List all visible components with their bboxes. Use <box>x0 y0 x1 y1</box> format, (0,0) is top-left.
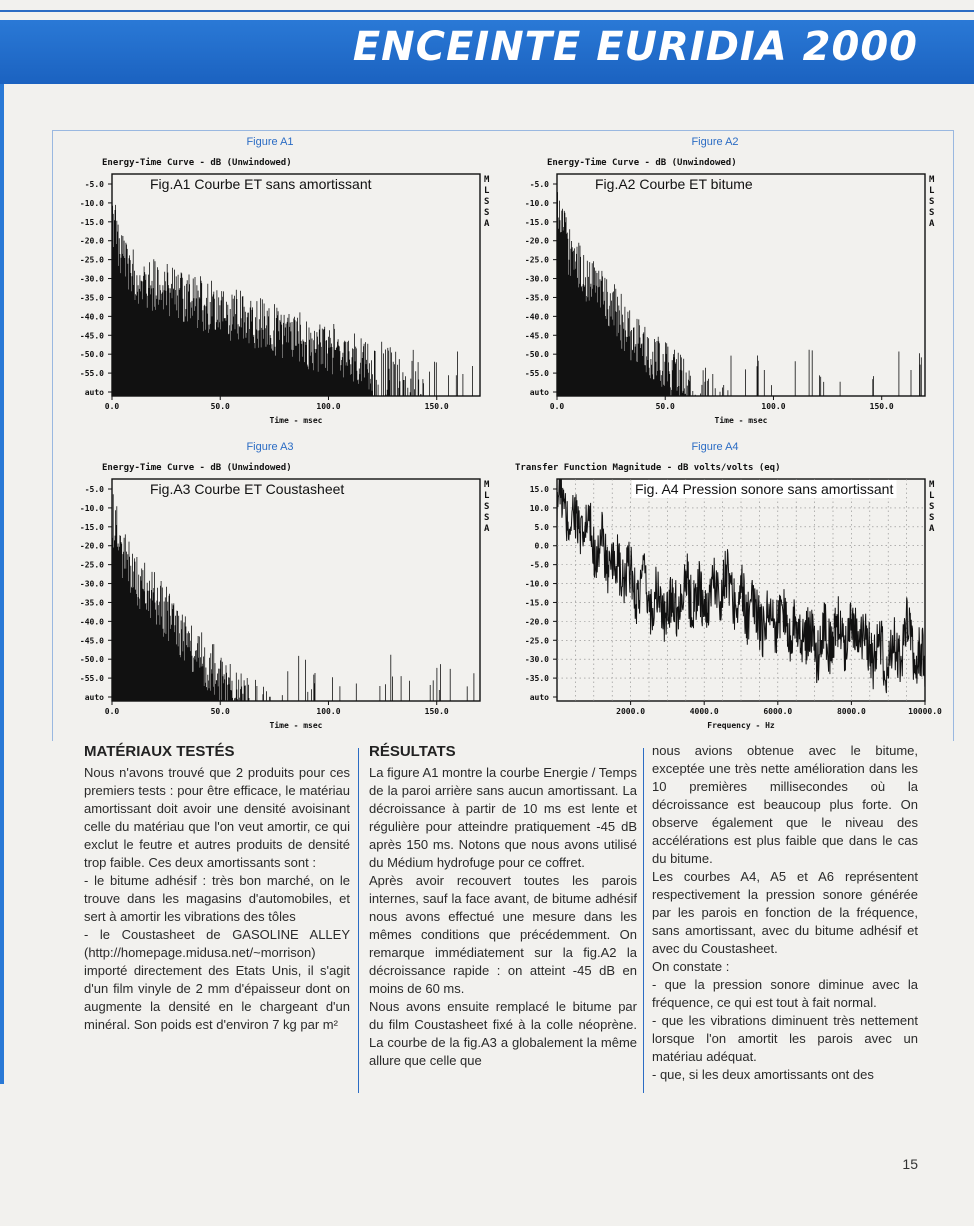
y-tick-label: -55.0 <box>79 369 104 379</box>
chart-header: Energy-Time Curve - dB (Unwindowed) <box>102 463 292 473</box>
y-tick-label: -5.0 <box>84 485 104 494</box>
y-tick-label: auto <box>529 388 549 397</box>
x-tick-label: 150.0 <box>869 402 894 411</box>
chart-header: Transfer Function Magnitude - dB volts/volts (eq) <box>515 463 781 473</box>
chart-header: Energy-Time Curve - dB (Unwindowed) <box>547 158 737 168</box>
title-banner <box>0 20 974 84</box>
side-label-letter: S <box>929 208 935 218</box>
side-label-letter: L <box>929 186 935 196</box>
chart-svg <box>60 132 490 427</box>
y-tick-label: -25.0 <box>79 560 104 570</box>
paragraph: Nous n'avons trouvé que 2 produits pour ces premiers tests : pour être efficace, le matériau amortissant doit avoir une densité avoisinant celle du matériau que l'on veut amortir, ce qui exclut le feutre et autres produits de densité trop faible. Ces deux amortissants sont : <box>84 765 350 870</box>
x-tick-label: 0.0 <box>104 402 120 411</box>
y-tick-label: -45.0 <box>79 636 104 646</box>
chart-title: Fig.A1 Courbe ET sans amortissant <box>150 176 372 192</box>
heading-results: RÉSULTATS <box>369 743 456 760</box>
side-label-letter: S <box>929 513 935 523</box>
x-tick-label: 0.0 <box>104 707 120 716</box>
y-tick-label: 10.0 <box>529 503 549 513</box>
y-tick-label: -20.0 <box>524 617 549 627</box>
x-tick-label: 0.0 <box>549 402 565 411</box>
chart-header: Energy-Time Curve - dB (Unwindowed) <box>102 158 292 168</box>
x-tick-label: 4000.0 <box>689 707 719 716</box>
side-label-letter: A <box>484 219 490 229</box>
x-axis-label: Frequency - Hz <box>707 721 775 730</box>
energy-time-series <box>112 491 474 701</box>
paragraph: La figure A1 montre la courbe Energie / Temps de la paroi arrière sans aucun amortissant. La décroissance à partir de 10 ms est lente et régulière pour atteindre pratiquement -45 dB après 150 ms. Notons que nous avons utilisé du Médium hydrofuge pour ce coffret. <box>369 765 637 870</box>
side-label-letter: S <box>484 208 490 218</box>
side-label-letter: L <box>929 491 935 501</box>
x-tick-label: 10000.0 <box>908 707 942 716</box>
x-tick-label: 100.0 <box>761 402 786 411</box>
y-tick-label: -10.0 <box>524 579 549 589</box>
x-tick-label: 8000.0 <box>836 707 866 716</box>
chart-svg <box>505 132 935 427</box>
side-label-letter: M <box>484 480 490 490</box>
y-tick-label: -5.0 <box>529 560 549 570</box>
y-tick-label: -45.0 <box>79 331 104 341</box>
side-label-letter: L <box>484 186 490 196</box>
y-tick-label: 0.0 <box>534 541 549 551</box>
figure-caption: Figure A3 <box>246 441 294 453</box>
side-label-letter: S <box>484 513 490 523</box>
x-axis-label: Time - msec <box>269 721 323 730</box>
paragraph: - le bitume adhésif : très bon marché, on le trouve dans les magasins d'automobiles, et sert à amortir les vibrations des tôles <box>84 873 350 924</box>
x-axis-label: Time - msec <box>714 416 768 425</box>
x-tick-label: 100.0 <box>316 707 341 716</box>
y-tick-label: -35.0 <box>79 293 104 303</box>
paragraph: Les courbes A4, A5 et A6 représentent respectivement la pression sonore générée par les parois en fonction de la fréquence, sans amortissant, avec du bitume adhésif et avec du Coustasheet. <box>652 869 918 956</box>
y-tick-label: -55.0 <box>524 369 549 379</box>
side-label-letter: M <box>929 480 935 490</box>
page-number: 15 <box>902 1156 918 1172</box>
y-tick-label: -25.0 <box>524 255 549 265</box>
paragraph: On constate : <box>652 959 730 974</box>
y-tick-label: -15.0 <box>524 217 549 227</box>
y-tick-label: 5.0 <box>534 522 549 532</box>
y-tick-label: 15.0 <box>529 485 549 494</box>
figure-a1 <box>60 132 490 427</box>
x-tick-label: 150.0 <box>424 707 449 716</box>
y-tick-label: -20.0 <box>79 236 104 246</box>
paragraph: nous avions obtenue avec le bitume, exceptée une très nette amélioration dans les 10 premières millisecondes où la décroissance est beaucoup plus forte. On observe également que le niveau des accélérations est plus faible que dans le cas du bitume. <box>652 743 918 866</box>
side-label-letter: M <box>484 175 490 185</box>
y-tick-label: -35.0 <box>79 598 104 608</box>
energy-time-series <box>557 186 921 396</box>
side-label-letter: A <box>484 524 490 534</box>
y-tick-label: -5.0 <box>529 180 549 189</box>
x-tick-label: 50.0 <box>210 707 230 716</box>
y-tick-label: -45.0 <box>524 331 549 341</box>
y-tick-label: -35.0 <box>524 674 549 684</box>
paragraph: Nous avons ensuite remplacé le bitume par du film Coustasheet fixé à la colle néoprène. La courbe de la fig.A3 a globalement la même allure que celle que <box>369 999 637 1068</box>
figure-a2 <box>505 132 935 427</box>
y-tick-label: -10.0 <box>79 503 104 513</box>
energy-time-series <box>112 186 473 396</box>
y-tick-label: -15.0 <box>524 598 549 608</box>
y-tick-label: auto <box>529 693 549 702</box>
x-tick-label: 6000.0 <box>763 707 793 716</box>
paragraph: - le Coustasheet de GASOLINE ALLEY (http://homepage.midusa.net/~morrison) importé directement des Etats Unis, il s'agit d'un film vinyle de 2 mm d'épaisseur dont on augmente la densité en le chargeant d'un minéral. Son poids est d'environ 7 kg par m² <box>84 927 350 1032</box>
side-label-letter: S <box>929 502 935 512</box>
y-tick-label: -50.0 <box>79 655 104 665</box>
y-tick-label: -40.0 <box>79 617 104 627</box>
y-tick-label: -20.0 <box>524 236 549 246</box>
column-results-continued <box>652 742 918 1084</box>
chart-svg <box>505 437 942 732</box>
page-title: ENCEINTE EURIDIA 2000 <box>352 24 918 70</box>
y-tick-label: -30.0 <box>524 655 549 665</box>
paragraph: Après avoir recouvert toutes les parois internes, sauf la face avant, de bitume adhésif nous avons effectué une mesure dans les mêmes conditions que précédemment. On remarque immédiatement sur la fig.A2 la décroissance rapide : on atteint -45 dB en moins de 60 ms. <box>369 873 637 996</box>
column-materials <box>84 742 350 1034</box>
x-tick-label: 50.0 <box>655 402 675 411</box>
paragraph: - que les vibrations diminuent très nettement lorsque l'on amortit les parois avec un matériau adéquat. <box>652 1013 918 1064</box>
figure-a3 <box>60 437 490 732</box>
figure-caption: Figure A2 <box>691 136 739 148</box>
chart-title: Fig.A3 Courbe ET Coustasheet <box>150 481 345 497</box>
y-tick-label: -10.0 <box>524 198 549 208</box>
column-results <box>369 742 637 1070</box>
paragraph: - que la pression sonore diminue avec la fréquence, ce qui est tout à fait normal. <box>652 977 918 1010</box>
chart-title: Fig. A4 Pression sonore sans amortissant <box>635 481 894 497</box>
y-tick-label: -15.0 <box>79 522 104 532</box>
column-divider <box>643 748 644 1093</box>
heading-materials: MATÉRIAUX TESTÉS <box>84 743 235 760</box>
y-tick-label: auto <box>84 693 104 702</box>
y-tick-label: -35.0 <box>524 293 549 303</box>
figure-caption: Figure A1 <box>246 136 294 148</box>
y-tick-label: -20.0 <box>79 541 104 551</box>
x-tick-label: 50.0 <box>210 402 230 411</box>
left-accent-bar <box>0 84 4 1084</box>
y-tick-label: -40.0 <box>524 312 549 322</box>
side-label-letter: S <box>929 197 935 207</box>
x-tick-label: 150.0 <box>424 402 449 411</box>
y-tick-label: auto <box>84 388 104 397</box>
y-tick-label: -15.0 <box>79 217 104 227</box>
x-axis-label: Time - msec <box>269 416 323 425</box>
y-tick-label: -30.0 <box>524 274 549 284</box>
paragraph: - que, si les deux amortissants ont des <box>652 1067 874 1082</box>
top-rule <box>0 10 974 12</box>
figure-a4 <box>505 437 942 732</box>
side-label-letter: S <box>484 197 490 207</box>
y-tick-label: -5.0 <box>84 180 104 189</box>
x-tick-label: 2000.0 <box>616 707 646 716</box>
y-tick-label: -25.0 <box>79 255 104 265</box>
column-divider <box>358 748 359 1093</box>
side-label-letter: L <box>484 491 490 501</box>
side-label-letter: M <box>929 175 935 185</box>
y-tick-label: -40.0 <box>79 312 104 322</box>
y-tick-label: -10.0 <box>79 198 104 208</box>
x-tick-label: 100.0 <box>316 402 341 411</box>
y-tick-label: -30.0 <box>79 274 104 284</box>
y-tick-label: -55.0 <box>79 674 104 684</box>
side-label-letter: A <box>929 524 935 534</box>
side-label-letter: A <box>929 219 935 229</box>
figure-caption: Figure A4 <box>691 441 739 453</box>
side-label-letter: S <box>484 502 490 512</box>
y-tick-label: -30.0 <box>79 579 104 589</box>
chart-svg <box>60 437 490 732</box>
y-tick-label: -25.0 <box>524 636 549 646</box>
y-tick-label: -50.0 <box>524 350 549 360</box>
y-tick-label: -50.0 <box>79 350 104 360</box>
chart-title: Fig.A2 Courbe ET bitume <box>595 176 753 192</box>
